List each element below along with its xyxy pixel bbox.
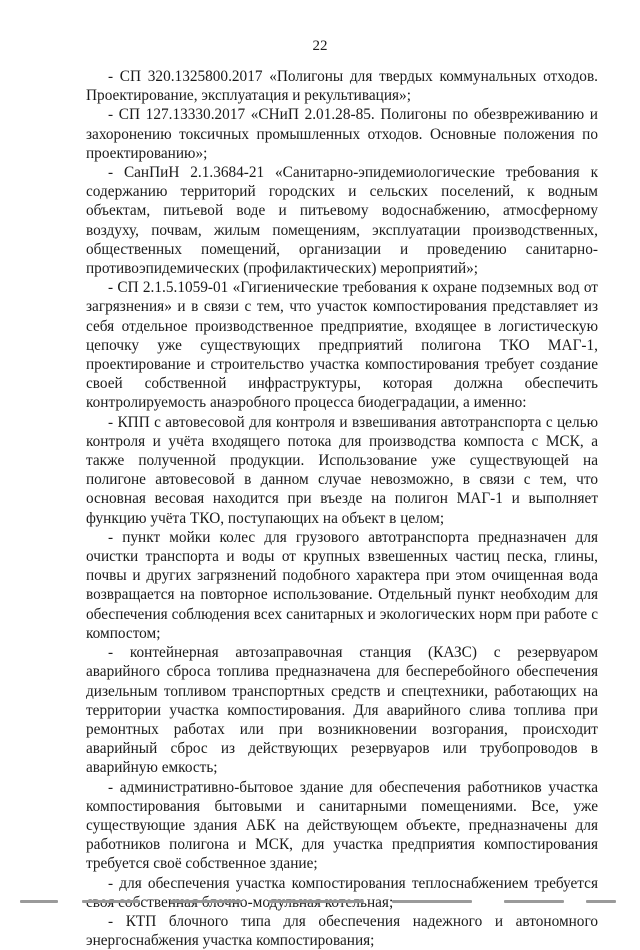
- list-item-sp-127: - СП 127.13330.2017 «СНиП 2.01.28-85. Полигоны по обезвреживанию и захоронению токсичных промышленных отходов. Основные положения по проектированию»;: [86, 106, 598, 162]
- document-body: [86, 67, 598, 950]
- list-item-sp-2-1-5: - СП 2.1.5.1059-01 «Гигиенические требования к охране подземных вод от загрязнения» и в связи с тем, что участок компостирования представляет из себя отдельное производственное предприятие, входящее в логистическую цепочку уже существующих предприятий полигона ТКО МАГ-1, проектирование и строительство участка компостирования требует создание своей собственной инфраструктуры, которая должна обеспечить контролируемость анаэробного процесса биодеградации, а именно:: [86, 279, 598, 412]
- list-item-kpp: - КПП с автовесовой для контроля и взвешивания автотранспорта с целью контроля и учёта входящего потока для производства компоста с МСК, а также полученной продукции. Использование уже существующей на полигоне автовесовой в данном случае невозможно, в связи с тем, что основная весовая находится при въезде на полигон МАГ-1 и выполняет функцию учёта ТКО, поступающих на объект в целом;: [86, 413, 598, 527]
- list-item-wheel-wash: - пункт мойки колес для грузового автотранспорта предназначен для очистки транспорта и воды от крупных взвешенных частиц песка, глины, почвы и других загрязнений подобного характера при этом очищенная вода возвращается на повторное использование. Отдельный пункт необходим для обеспечения соблюдения всех санитарных и экологических норм при работе с компостом;: [86, 528, 598, 642]
- page-number: 22: [312, 38, 328, 54]
- list-item-abk: - административно-бытовое здание для обеспечения работников участка компостирования бытовыми и санитарными помещениями. Все, уже существующие здания АБК на действующем объекте, предназначены для работников полигона и МСК, для участка предприятия компостирования требуется своё собственное здание;: [86, 778, 598, 873]
- list-item-boiler: - для обеспечения участка компостирования теплоснабжением требуется собственная блочно-модульная: [108, 874, 598, 911]
- list-item-ktp: - КТП блочного типа для обеспечения надежного и автономного энергоснабжения участка компостирования;: [86, 912, 598, 950]
- list-item-sp-320: - СП 320.1325800.2017 «Полигоны для твердых коммунальных отходов. Проектирование, эксплуатация и рекультивация»;: [86, 68, 598, 105]
- scan-edge-artifact: [20, 893, 620, 905]
- list-item-sanpin: - СанПиН 2.1.3684-21 «Санитарно-эпидемиологические требования к содержанию территорий городских и сельских поселений, к водным объектам, питьевой воде и питьевому водоснабжению, атмосферному воздуху, почвам, жилым помещениям, эксплуатации производственных, общественных помещений, организации и проведению санитарно-противоэпидемических (профилактических) мероприятий»;: [86, 164, 598, 278]
- list-item-kazs: - контейнерная автозаправочная станция (КАЗС) с резервуаром аварийного сброса топлива предназначена для бесперебойного обеспечения дизельным топливом транспортных средств и спецтехники, работающих на территории участка компостирования. Для аварийного слива топлива при ремонтных работах или при возникновении возгорания, происходит аварийный сброс из действующих резервуаров или трубопроводов в аварийную емкость;: [86, 644, 598, 777]
